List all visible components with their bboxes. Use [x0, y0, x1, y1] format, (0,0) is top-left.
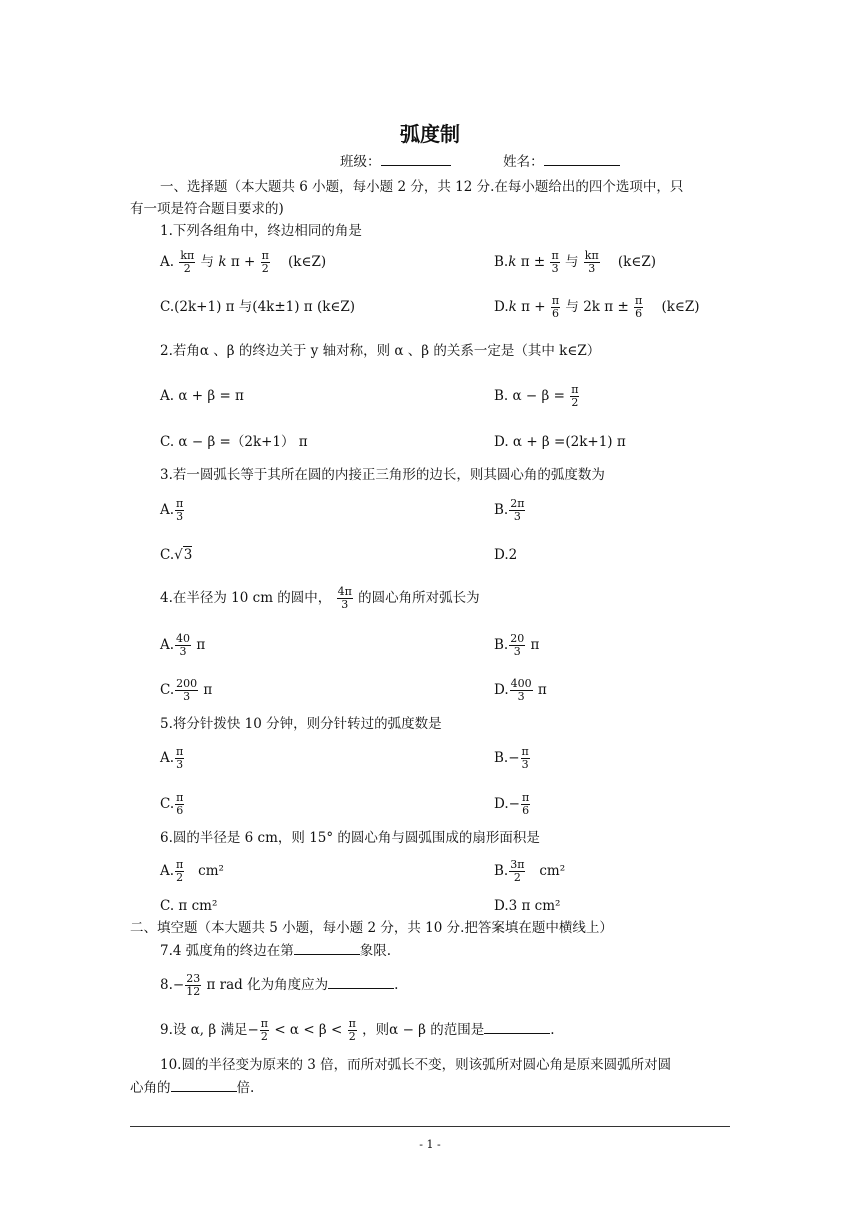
q1-option-a: A. $\frac{k\pi}{2}$ 与 k π + $\frac{\pi}{2}$ (k∈Z): [160, 249, 327, 275]
q6-option-b: B. $\frac{3\pi}{2}$ cm²: [494, 858, 566, 884]
page-number: - 1 -: [419, 1138, 441, 1151]
q5-option-a: A. $\frac{\pi}{3}$: [160, 745, 184, 771]
q10-line1: 10.圆的半径变为原来的 3 倍，而所对弧长不变，则该弧所对圆心角是原来圆弧所对圆: [160, 1057, 672, 1073]
q5-stem: 5.将分针拨快 10 分钟，则分针转过的弧度数是: [160, 716, 442, 732]
q8-blank[interactable]: [328, 974, 394, 989]
fraction: $\frac{400}{3}$: [510, 677, 532, 703]
q3-option-a: A. $\frac{\pi}{3}$: [160, 497, 184, 523]
q2-stem: 2.若角α 、β 的终边关于 y 轴对称，则 α 、β 的关系一定是（其中 k∈Z）: [160, 343, 601, 359]
q1-option-d: D.k π + $\frac{\pi}{6}$ 与 2k π ± $\frac{\pi}{6}$ (k∈Z): [494, 294, 700, 320]
q2-option-a: A. α + β = π: [160, 388, 244, 404]
page-title: 弧度制: [400, 122, 460, 146]
q6-stem: 6.圆的半径是 6 cm，则 15° 的圆心角与圆弧围成的扇形面积是: [160, 830, 540, 846]
q9: 9.设 α, β 满足− $\frac{\pi}{2}$ < α < β < $\frac{\pi}{2}$ ，则α − β 的范围是 .: [160, 1017, 555, 1043]
q2-option-d: D. α + β =(2k+1) π: [494, 434, 626, 450]
name-blank[interactable]: [544, 151, 620, 166]
fraction: $\frac{\pi}{2}$: [260, 1017, 269, 1043]
fraction: $\frac{\pi}{6}$: [176, 791, 184, 817]
q3-stem: 3.若一圆弧长等于其所在圆的内接正三角形的边长，则其圆心角的弧度数为: [160, 467, 605, 483]
q4-option-c: C. $\frac{200}{3}$ π: [160, 677, 213, 703]
q5-option-b: B.− $\frac{\pi}{3}$: [494, 745, 529, 771]
q7-blank[interactable]: [294, 940, 360, 955]
name-label: 姓名：: [503, 154, 544, 170]
fraction: $\frac{200}{3}$: [176, 677, 198, 703]
fraction: $\frac{\pi}{2}$: [348, 1017, 356, 1043]
q6-option-c: C. π cm²: [160, 898, 218, 914]
fraction: $\frac{k\pi}{3}$: [584, 249, 599, 275]
fraction: $\frac{k\pi}{2}$: [180, 249, 195, 275]
q2-option-c: C. α − β =（2k+1） π: [160, 434, 308, 450]
q9-blank[interactable]: [484, 1019, 550, 1034]
section1-heading: 一、选择题（本大题共 6 小题，每小题 2 分，共 12 分.在每小题给出的四个选项中，只: [160, 179, 684, 195]
q6-option-a: A. $\frac{\pi}{2}$ cm²: [160, 858, 224, 884]
fraction: $\frac{\pi}{3}$: [521, 745, 529, 771]
fraction: $\frac{\pi}{2}$: [176, 858, 184, 884]
q5-option-c: C. $\frac{\pi}{6}$: [160, 791, 184, 817]
q7: 7.4 弧度角的终边在第 象限.: [160, 940, 740, 961]
q8: 8.− $\frac{23}{12}$ π rad 化为角度应为 .: [160, 972, 399, 998]
q4-option-b: B. $\frac{20}{3}$ π: [494, 632, 540, 658]
q3-option-d: D.2: [494, 547, 518, 563]
q6-option-d: D.3 π cm²: [494, 898, 561, 914]
fraction: $\frac{2\pi}{3}$: [510, 497, 525, 523]
q3-option-b: B. $\frac{2\pi}{3}$: [494, 497, 525, 523]
q5-option-d: D.− $\frac{\pi}{6}$: [494, 791, 530, 817]
q4-option-d: D. $\frac{400}{3}$ π: [494, 677, 547, 703]
q10-blank[interactable]: [171, 1077, 237, 1092]
q4-option-a: A. $\frac{40}{3}$ π: [160, 632, 206, 658]
fraction: $\frac{20}{3}$: [510, 632, 525, 658]
q3-option-c: C.√3: [160, 547, 193, 563]
fraction: $\frac{\pi}{6}$: [635, 294, 643, 320]
fraction: $\frac{23}{12}$: [186, 972, 201, 998]
class-blank[interactable]: [381, 151, 451, 166]
fraction: $\frac{\pi}{2}$: [571, 383, 579, 409]
section1-heading-cont: 有一项是符合题目要求的): [130, 201, 284, 217]
fraction: $\frac{4\pi}{3}$: [337, 585, 352, 611]
fraction: $\frac{\pi}{3}$: [176, 745, 184, 771]
fraction: $\frac{\pi}{2}$: [261, 249, 269, 275]
q2-option-b: B. α − β = $\frac{\pi}{2}$: [494, 383, 579, 409]
student-info: [340, 150, 620, 170]
class-label: 班级：: [340, 154, 381, 170]
fraction: $\frac{\pi}{6}$: [551, 294, 560, 320]
section2-heading: 二、填空题（本大题共 5 小题，每小题 2 分，共 10 分.把答案填在题中横线上）: [130, 920, 613, 936]
q1-option-b: B.k π ± $\frac{\pi}{3}$ 与 $\frac{k\pi}{3}$ (k∈Z): [494, 249, 656, 275]
fraction: $\frac{\pi}{6}$: [521, 791, 530, 817]
q1-stem: 1.下列各组角中，终边相同的角是: [160, 223, 362, 239]
fraction: $\frac{40}{3}$: [176, 632, 191, 658]
footer-divider: [130, 1126, 730, 1127]
q1-option-c: C.(2k+1) π 与(4k±1) π (k∈Z): [160, 299, 356, 315]
q4-stem: 4.在半径为 10 cm 的圆中， $\frac{4\pi}{3}$ 的圆心角所对弧长为: [160, 585, 480, 611]
fraction: $\frac{\pi}{3}$: [176, 497, 184, 523]
q10-line2: 心角的 倍.: [130, 1077, 710, 1098]
fraction: $\frac{\pi}{3}$: [551, 249, 559, 275]
fraction: $\frac{3\pi}{2}$: [510, 858, 525, 884]
